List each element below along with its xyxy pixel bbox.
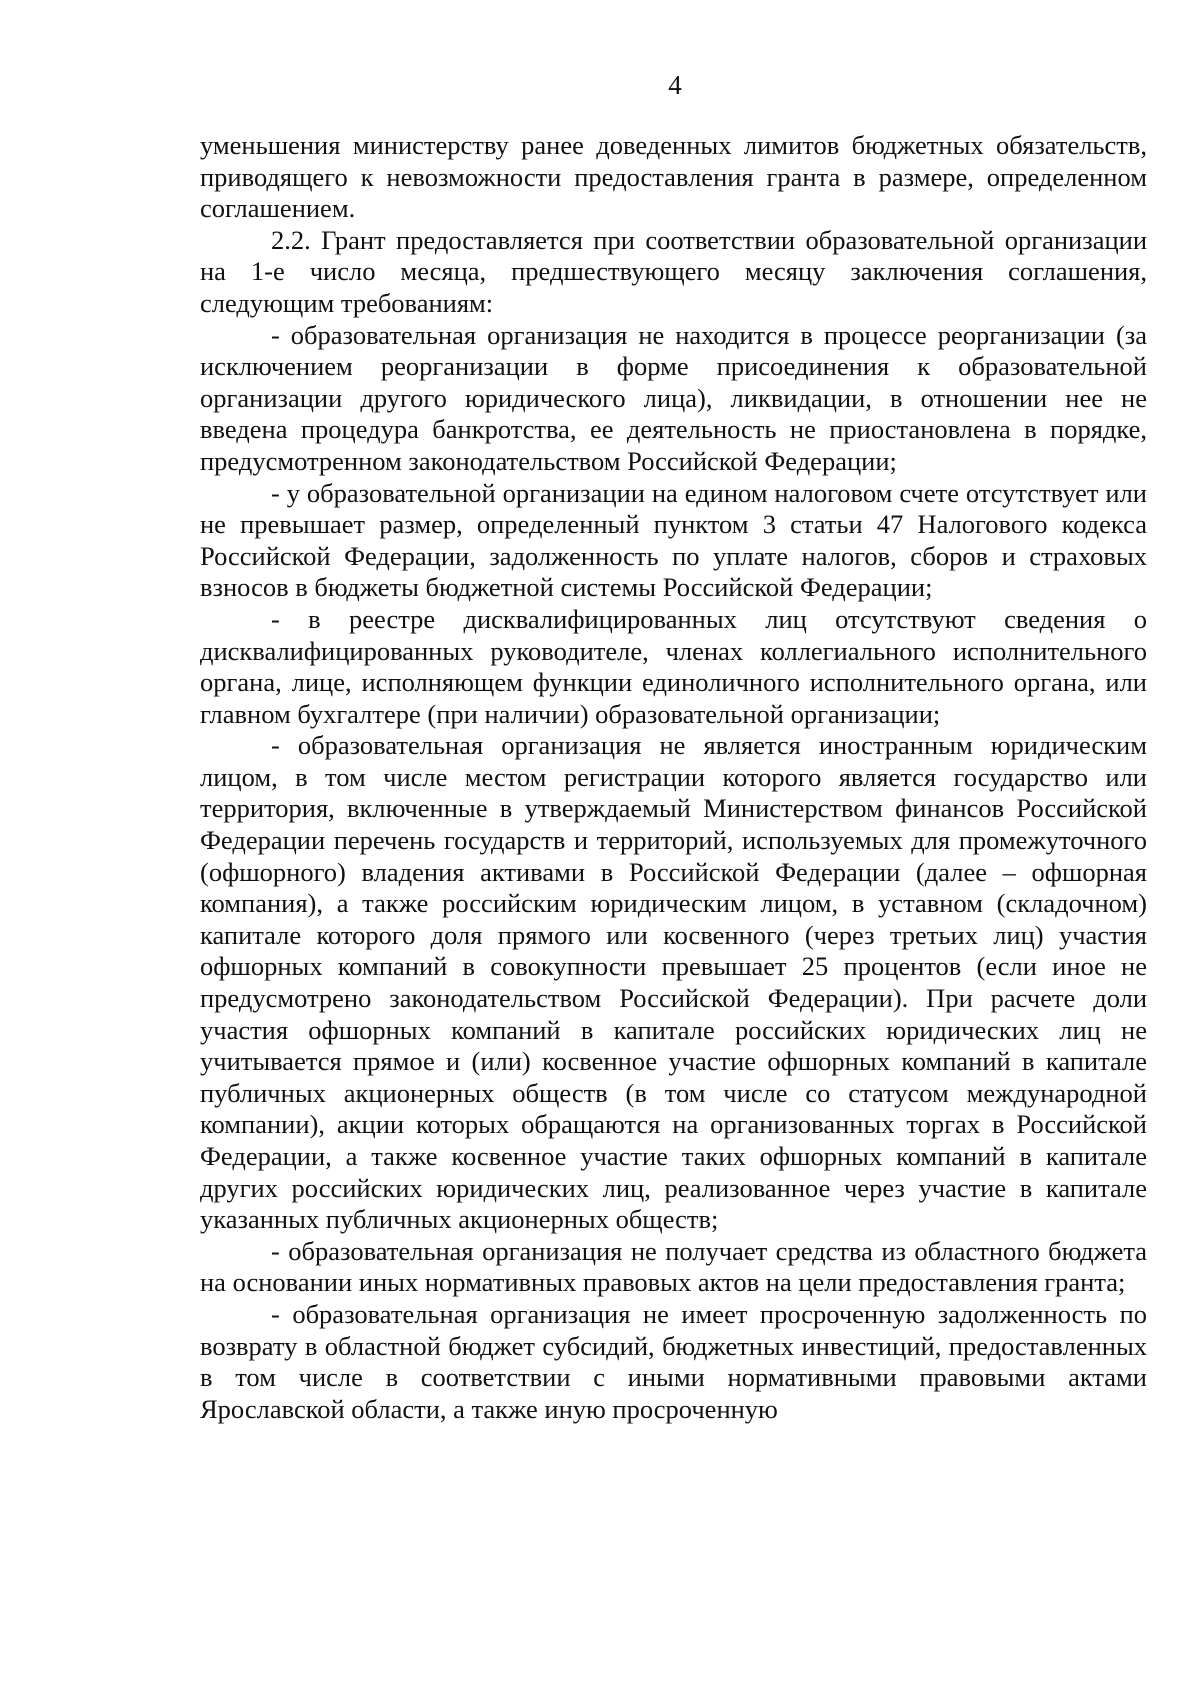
- requirement-no-reorganization: - образовательная организация не находится в процессе реорганизации (за исключением реорганизации в форме присоединения к образовательной организации другого юридического лица), ликвидации, в отношении нее не введена процедура банкротства, ее деятельность не приостановлена в порядке, предусмотренном законодательством Российской Федерации;: [200, 319, 1147, 476]
- paragraph-section-2-2: 2.2. Грант предоставляется при соответствии образовательной организации на 1-е число месяца, предшествующего месяцу заключения соглашения, следующим требованиям:: [200, 224, 1147, 318]
- paragraph-continuation: уменьшения министерству ранее доведенных лимитов бюджетных обязательств, приводящего к невозможности предоставления гранта в размере, определенном соглашением.: [200, 130, 1147, 224]
- requirement-no-other-budget-funds: - образовательная организация не получает средства из областного бюджета на основании иных нормативных правовых актов на цели предоставления гранта;: [200, 1235, 1147, 1298]
- requirement-no-disqualified-persons: - в реестре дисквалифицированных лиц отсутствуют сведения о дисквалифицированных руководителе, членах коллегиального исполнительного органа, лице, исполняющем функции единоличного исполнительного органа, или главном бухгалтере (при наличии) образовательной организации;: [200, 603, 1147, 729]
- requirement-no-tax-debt: - у образовательной организации на едином налоговом счете отсутствует или не превышает размер, определенный пунктом 3 статьи 47 Налогового кодекса Российской Федерации, задолженность по уплате налогов, сборов и страховых взносов в бюджеты бюджетной системы Российской Федерации;: [200, 477, 1147, 603]
- requirement-not-foreign-entity: - образовательная организация не является иностранным юридическим лицом, в том числе местом регистрации которого является государство или территория, включенные в утверждаемый Министерством финансов Российской Федерации перечень государств и территорий, используемых для промежуточного (офшорного) владения активами в Российской Федерации (далее – офшорная компания), а также российским юридическим лицом, в уставном (складочном) капитале которого доля прямого или косвенного (через третьих лиц) участия офшорных компаний в совокупности превышает 25 процентов (если иное не предусмотрено законодательством Российской Федерации). При расчете доли участия офшорных компаний в капитале российских юридических лиц не учитывается прямое и (или) косвенное участие офшорных компаний в капитале публичных акционерных обществ (в том числе со статусом международной компании), акции которых обращаются на организованных торгах в Российской Федерации, а также косвенное участие таких офшорных компаний в капитале других российских юридических лиц, реализованное через участие в капитале указанных публичных акционерных обществ;: [200, 730, 1147, 1235]
- document-body: [200, 130, 1147, 1425]
- page-number: 4: [668, 70, 682, 100]
- requirement-no-overdue-debt: - образовательная организация не имеет просроченную задолженность по возврату в областной бюджет субсидий, бюджетных инвестиций, предоставленных в том числе в соответствии с иными нормативными правовыми актами Ярославской области, а также иную просроченную: [200, 1298, 1147, 1424]
